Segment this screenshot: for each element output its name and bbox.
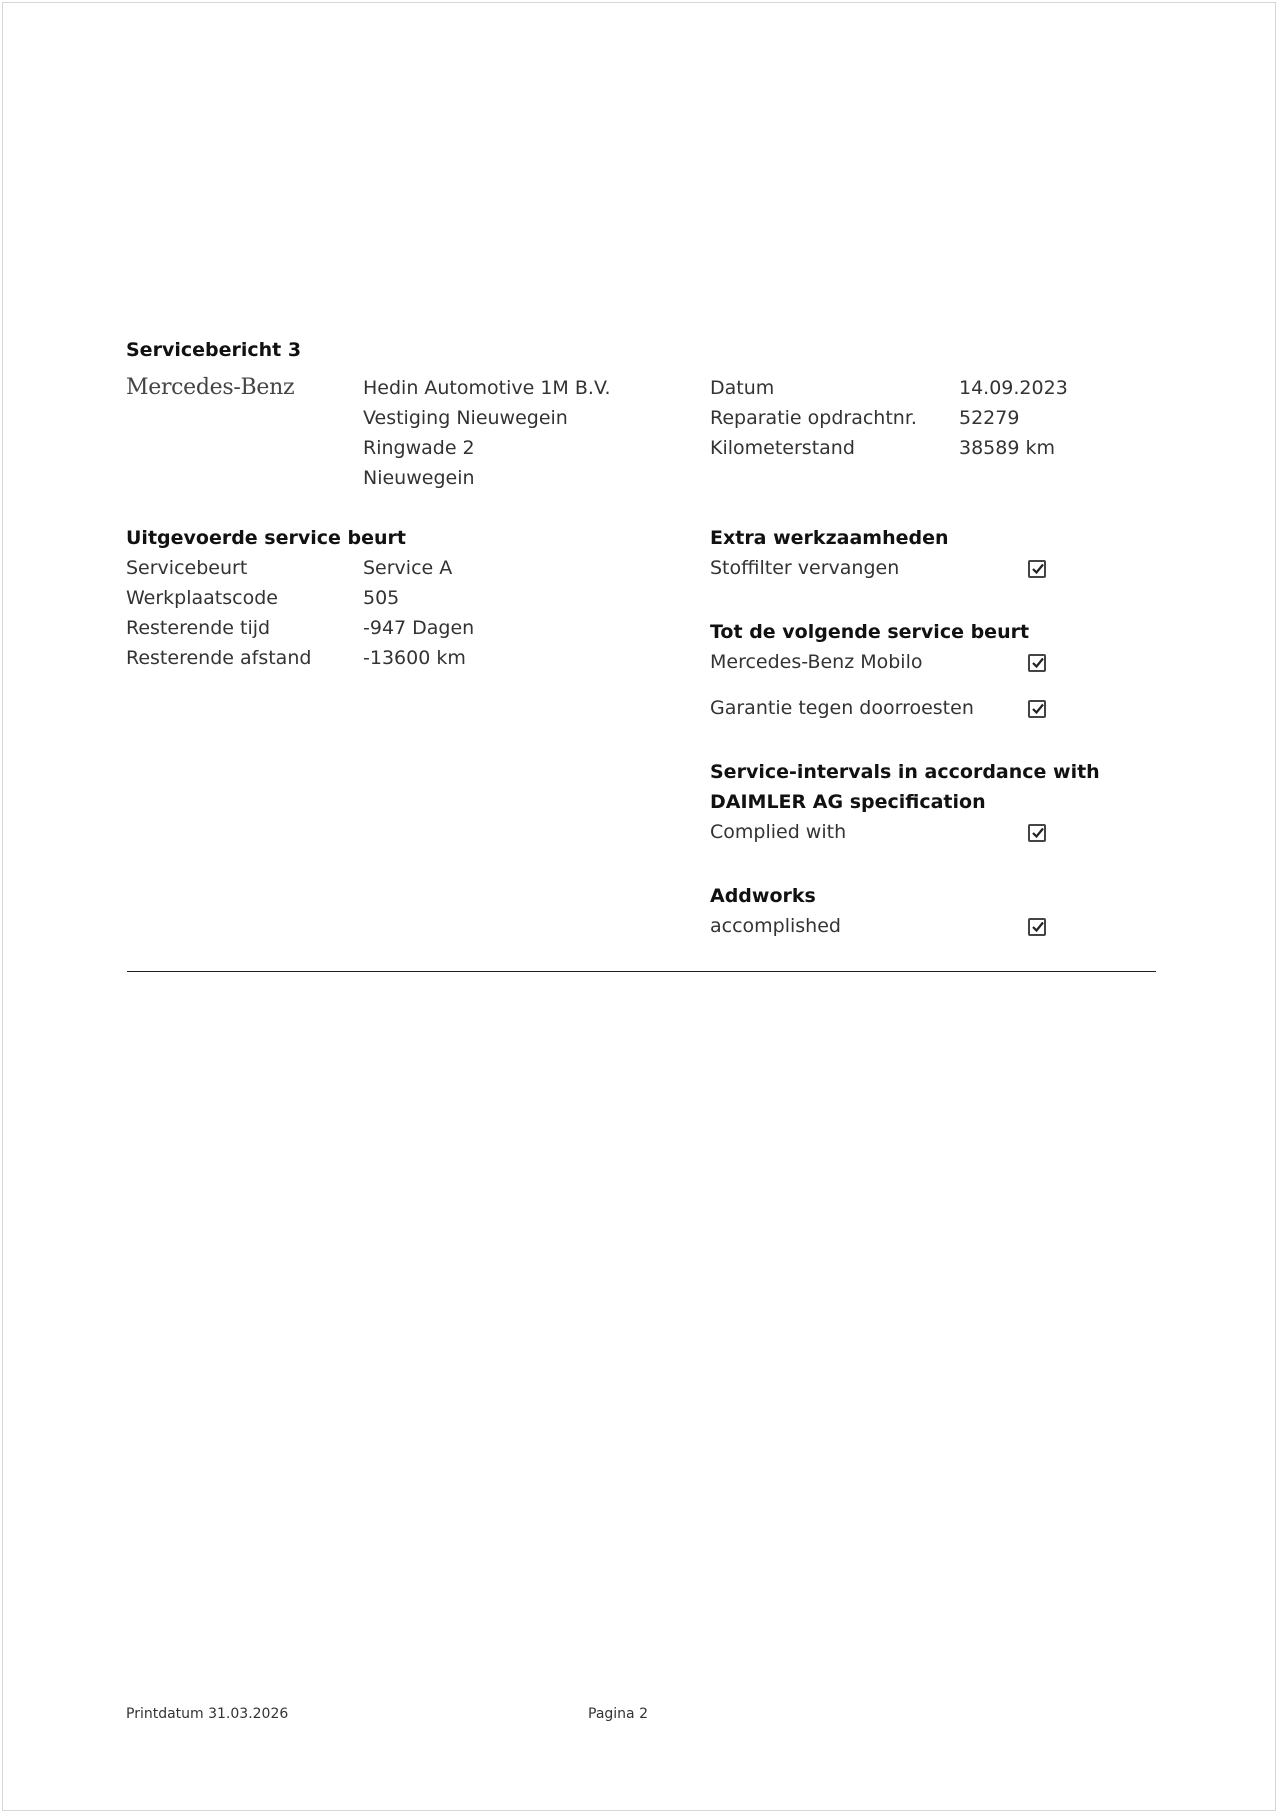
intervals-item-label: Complied with xyxy=(710,821,847,843)
checkmark-icon xyxy=(1031,920,1045,934)
service-label-distance: Resterende afstand xyxy=(126,647,312,669)
service-heading: Uitgevoerde service beurt xyxy=(126,527,406,549)
addworks-item-label: accomplished xyxy=(710,915,841,937)
extra-item-checkbox[interactable] xyxy=(1028,560,1046,578)
service-value-distance: -13600 km xyxy=(363,647,466,669)
intervals-heading-line2: DAIMLER AG specification xyxy=(710,791,986,813)
service-value-time: -947 Dagen xyxy=(363,617,475,639)
checkmark-icon xyxy=(1031,702,1045,716)
info-label-date: Datum xyxy=(710,377,775,399)
info-label-order: Reparatie opdrachtnr. xyxy=(710,407,917,429)
dealer-branch: Vestiging Nieuwegein xyxy=(363,407,568,429)
next-item-mobilo-label: Mercedes-Benz Mobilo xyxy=(710,651,923,673)
dealer-name: Hedin Automotive 1M B.V. xyxy=(363,377,611,399)
service-label-time: Resterende tijd xyxy=(126,617,271,639)
extra-heading: Extra werkzaamheden xyxy=(710,527,949,549)
document-title: Servicebericht 3 xyxy=(126,339,302,361)
next-heading: Tot de volgende service beurt xyxy=(710,621,1030,643)
section-divider xyxy=(127,971,1156,972)
info-value-date: 14.09.2023 xyxy=(959,377,1068,399)
document-page xyxy=(2,2,1276,1811)
service-label-type: Servicebeurt xyxy=(126,557,248,579)
info-value-order: 52279 xyxy=(959,407,1020,429)
checkmark-icon xyxy=(1031,656,1045,670)
brand-logo-text: Mercedes-Benz xyxy=(126,375,295,400)
intervals-item-checkbox[interactable] xyxy=(1028,824,1046,842)
dealer-city: Nieuwegein xyxy=(363,467,475,489)
intervals-heading-line1: Service-intervals in accordance with xyxy=(710,761,1100,783)
footer-printdate: Printdatum 31.03.2026 xyxy=(126,1706,289,1722)
checkmark-icon xyxy=(1031,562,1045,576)
service-value-code: 505 xyxy=(363,587,400,609)
service-value-type: Service A xyxy=(363,557,453,579)
service-label-code: Werkplaatscode xyxy=(126,587,278,609)
footer-page-number: Pagina 2 xyxy=(588,1706,648,1722)
next-item-mobilo-checkbox[interactable] xyxy=(1028,654,1046,672)
dealer-street: Ringwade 2 xyxy=(363,437,475,459)
extra-item-label: Stoffilter vervangen xyxy=(710,557,900,579)
next-item-rust-checkbox[interactable] xyxy=(1028,700,1046,718)
info-value-mileage: 38589 km xyxy=(959,437,1055,459)
info-label-mileage: Kilometerstand xyxy=(710,437,855,459)
next-item-rust-label: Garantie tegen doorroesten xyxy=(710,697,974,719)
addworks-heading: Addworks xyxy=(710,885,816,907)
addworks-item-checkbox[interactable] xyxy=(1028,918,1046,936)
checkmark-icon xyxy=(1031,826,1045,840)
